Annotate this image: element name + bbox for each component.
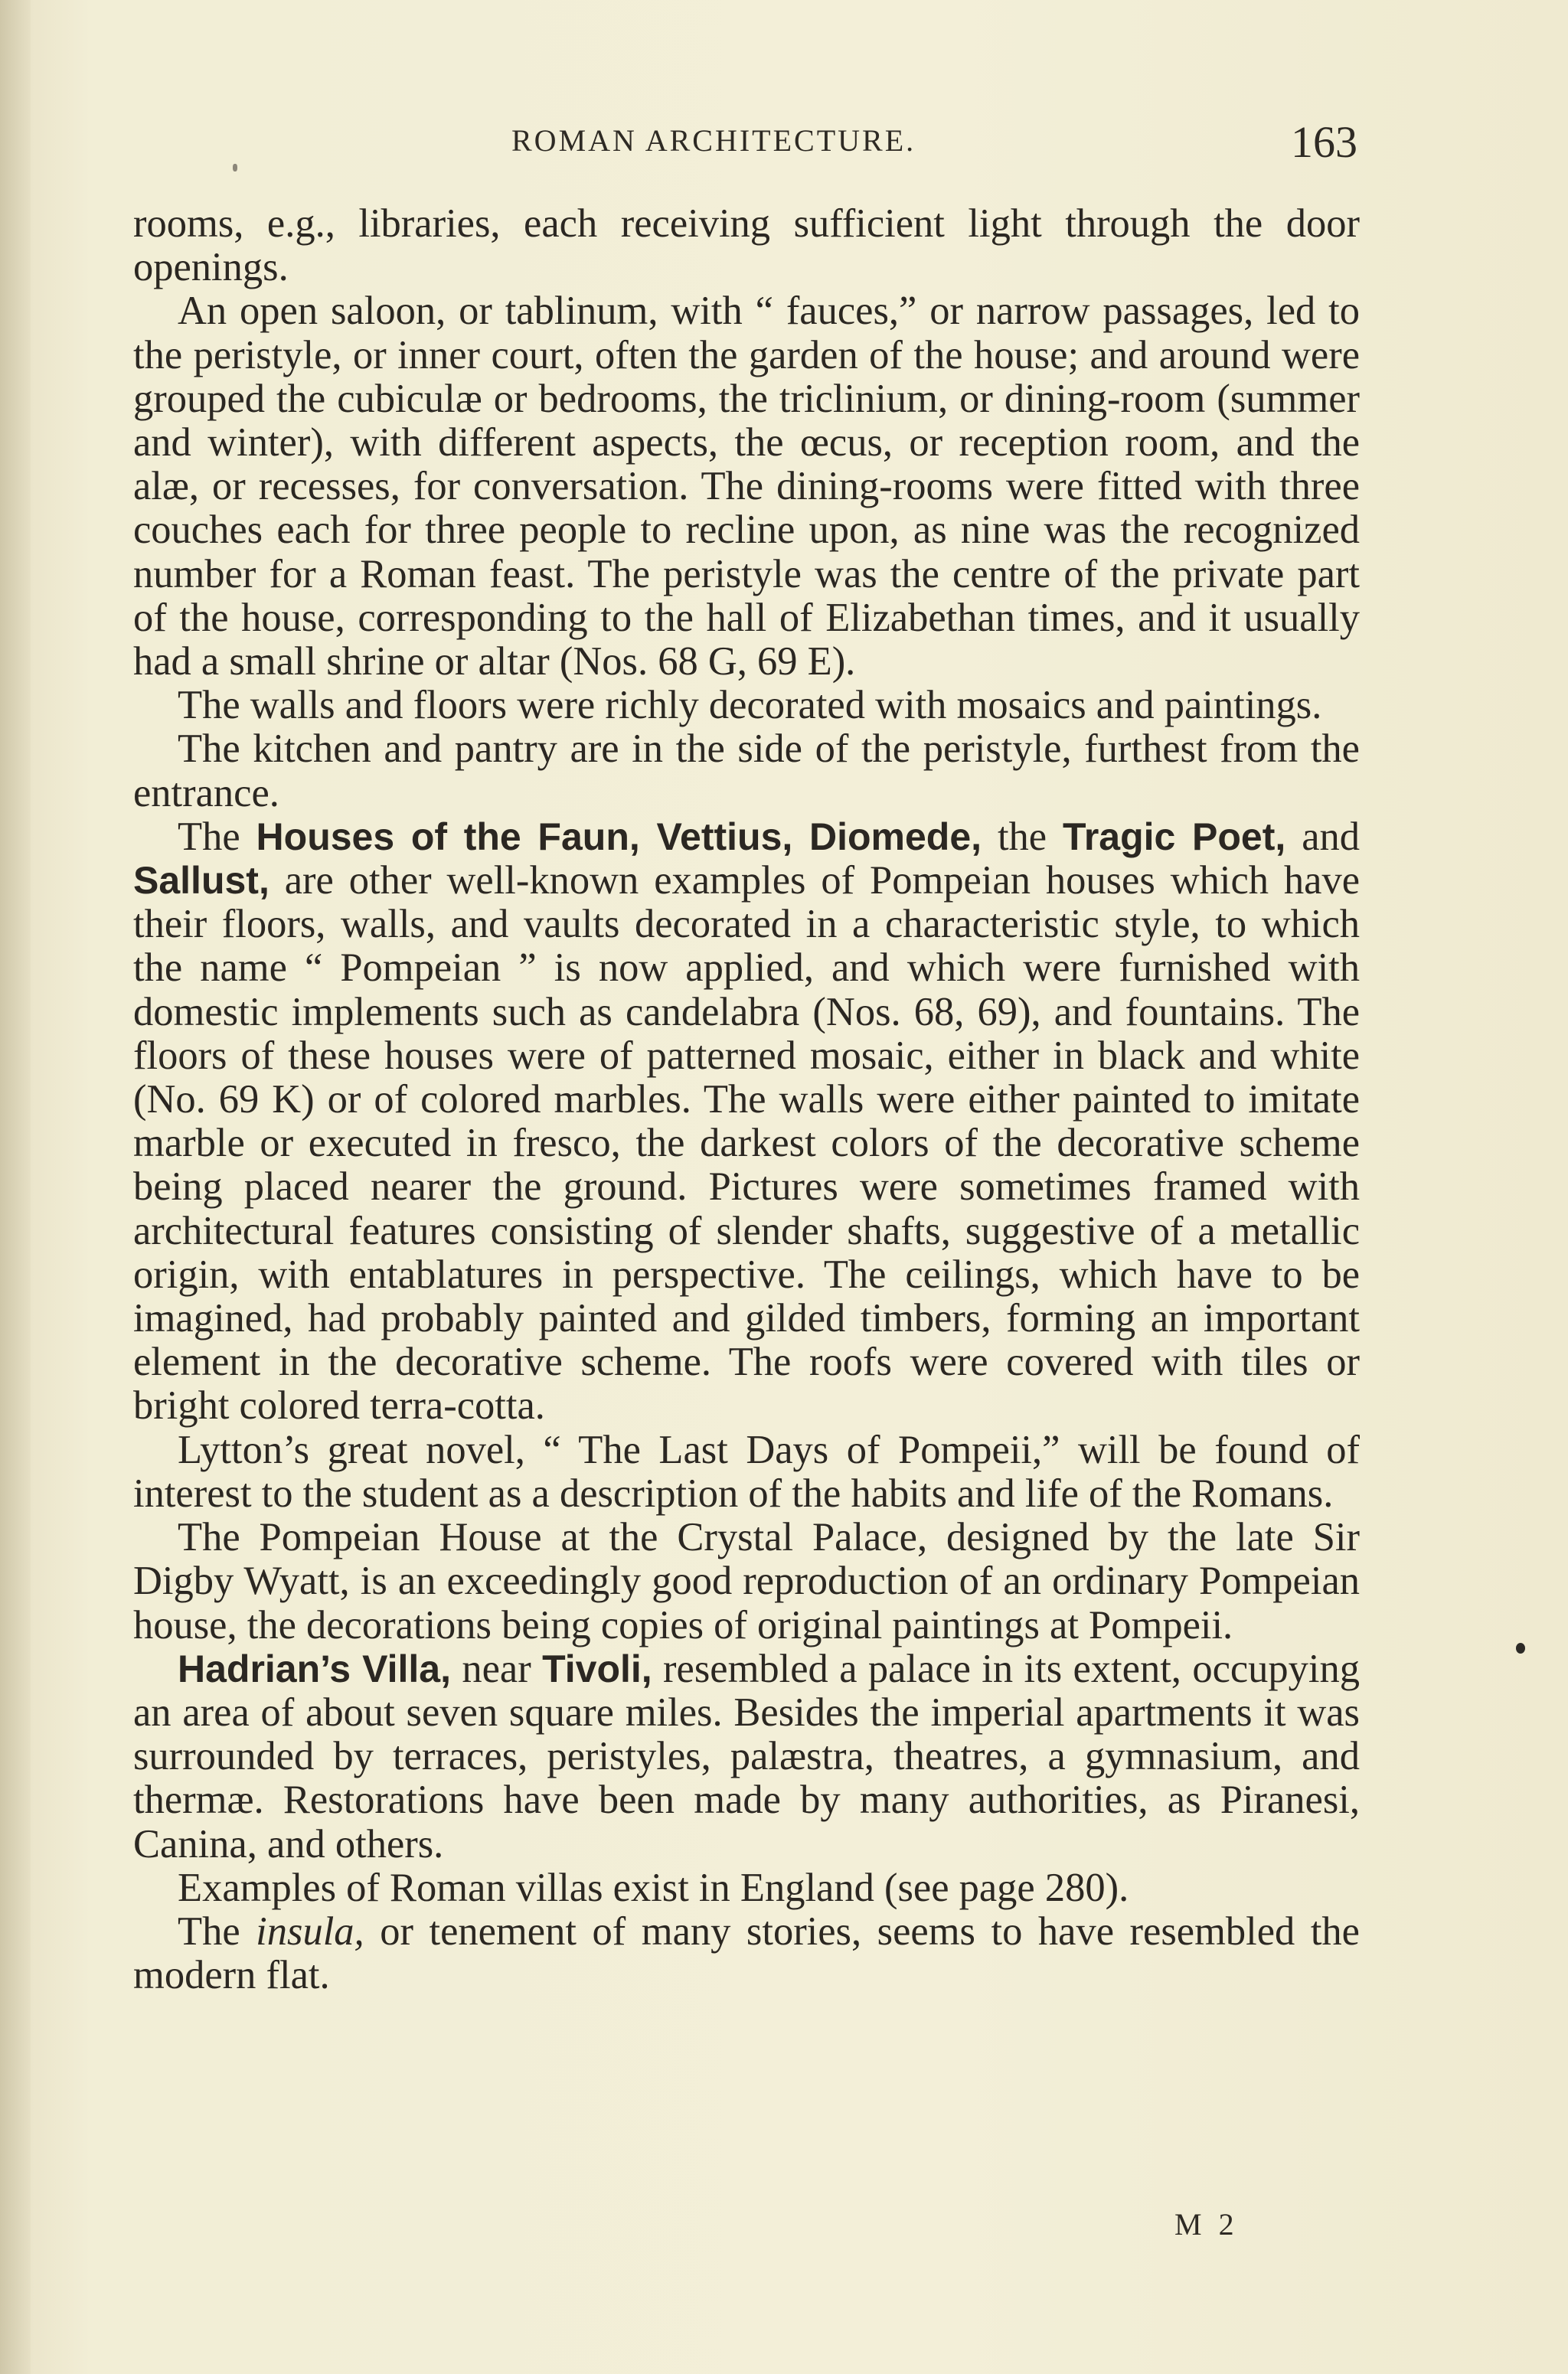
p10-lead: The — [178, 1909, 256, 1954]
p5-mid2: and — [1285, 814, 1360, 859]
paragraph-10 — [133, 1910, 1360, 1997]
paragraph-8 — [133, 1647, 1360, 1866]
p5-rest: are other well-known examples of Pompeian houses which have their floors, walls, and vaults decorated in a characteristic style, to which the name “ Pompeian ” is now applied, and which were furnished with domestic implements such as candelabra (Nos. 68, 69), and fountains. The floors of these houses were of patterned mosaic, either in black and white (No. 69 K) or of colored marbles. The walls were either painted to imitate marble or executed in fresco, the darkest colors of the decorative scheme being placed nearer the ground. Pictures were sometimes framed with architectural features consisting of slender shafts, suggestive of a metallic origin, with entablatures in perspective. The ceilings, which have to be imagined, had probably painted and gilded timbers, forming an important element in the decorative scheme. The roofs were covered with tiles or bright colored terra-cotta. — [133, 858, 1360, 1429]
houses-names-bold: Houses of the Faun, Vettius, Diomede, — [256, 815, 982, 858]
sallust-bold: Sallust, — [133, 859, 270, 903]
tragic-poet-bold: Tragic Poet, — [1063, 815, 1286, 858]
p5-lead: The — [178, 814, 256, 859]
paragraph-1: rooms, e.g., libraries, each receiving sufficient light through the door openings. — [133, 201, 1360, 290]
paragraph-4: The kitchen and pantry are in the side of the peristyle, furthest from the entrance. — [133, 727, 1360, 815]
paragraph-9: Examples of Roman villas exist in England (see page 280). — [178, 1865, 1129, 1910]
p8-rest: resembled a palace in its extent, occupying an area of about seven square miles. Besides the imperial apartments it was surrounded by terraces, peristyles, palæstra, theatres, a gymnasium, and thermæ. Restorations have been made by many authorities, as Piranesi, Canina, and others. — [133, 1646, 1361, 1866]
hadrians-villa-bold: Hadrian’s Villa, — [178, 1647, 451, 1690]
signature-mark: M 2 — [1174, 2207, 1239, 2242]
p10-rest: or tenement of many stories, seems to have resembled the modern flat. — [133, 1909, 1360, 1998]
p5-mid1: the — [982, 814, 1063, 859]
page-gutter-shadow — [0, 0, 31, 2374]
margin-dot — [1516, 1643, 1525, 1654]
tivoli-bold: Tivoli, — [542, 1647, 652, 1690]
paragraph-2: An open saloon, or tablinum, with “ fauces,” or narrow passages, led to the peristyle, or inner court, often the garden of the house; and around were grouped the cubiculæ or bedrooms, the triclinium, or dining-room (summer and winter), with different aspects, the œcus, or reception room, and the alæ, or recesses, for conversation. The dining-rooms were fitted with three couches each for three people to recline upon, as nine was the recognized number for a Roman feast. The peristyle was the centre of the private part of the house, corresponding to the hall of Elizabethan times, and it usually had a small shrine or altar (Nos. 68 G, 69 E). — [133, 289, 1360, 684]
running-title: ROMAN ARCHITECTURE. — [511, 123, 916, 158]
paragraph-5 — [133, 815, 1360, 1429]
paragraph-6: Lytton’s great novel, “ The Last Days of Pompeii,” will be found of interest to the student as a description of the habits and life of the Romans. — [133, 1427, 1360, 1516]
ink-speck — [233, 164, 237, 171]
paragraph-7: The Pompeian House at the Crystal Palace, designed by the late Sir Digby Wyatt, is an exceedingly good reproduction of an ordinary Pompeian house, the decorations being copies of original paintings at Pompeii. — [133, 1515, 1360, 1647]
p8-mid: near — [450, 1646, 543, 1691]
paragraph-3: The walls and floors were richly decorated with mosaics and paintings. — [178, 683, 1322, 728]
insula-italic: insula, — [256, 1909, 364, 1954]
page-number: 163 — [1291, 117, 1357, 167]
body-text — [133, 202, 1360, 1997]
